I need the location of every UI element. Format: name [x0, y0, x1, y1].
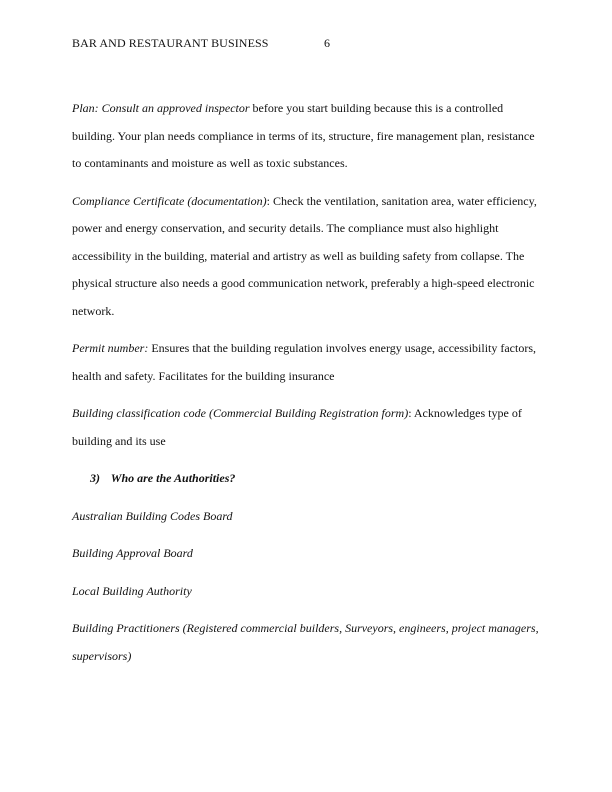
- permit-text: Ensures that the building regulation involves energy usage, accessibility factors, health and safety. Facilitates for the building insurance: [72, 341, 537, 383]
- classification-paragraph: [72, 400, 542, 455]
- compliance-lead: Compliance Certificate (documentation): [72, 193, 267, 208]
- permit-paragraph: [72, 335, 542, 390]
- classification-text: : Acknowledges type of building and its use: [72, 406, 522, 448]
- section-title: Who are the Authorities?: [110, 471, 236, 485]
- classification-lead: Building classification code (Commercial Building Registration form): [72, 406, 409, 420]
- section-number: 3): [90, 471, 100, 485]
- permit-lead: Permit number:: [72, 341, 149, 355]
- plan-text: before you start building because this is a controlled building. Your plan needs compliance in terms of its, structure, fire management plan, resistance to contaminants and moisture as well as toxic substances.: [72, 101, 535, 170]
- authority-item: Local Building Authority: [72, 583, 192, 598]
- running-header: BAR AND RESTAURANT BUSINESS: [72, 36, 269, 50]
- compliance-paragraph: [72, 188, 542, 326]
- page-number: 6: [324, 36, 330, 50]
- authority-item: Building Approval Board: [72, 546, 193, 560]
- authority-item: Australian Building Codes Board: [72, 508, 233, 523]
- document-body: [72, 95, 542, 680]
- section-heading: [72, 465, 542, 493]
- plan-paragraph: [72, 95, 542, 178]
- authority-item: Building Practitioners (Registered commercial builders, Surveyors, engineers, project managers, supervisors): [72, 621, 539, 663]
- plan-lead: Plan: Consult an approved inspector: [72, 101, 250, 115]
- compliance-text: : Check the ventilation, sanitation area, water efficiency, power and energy conservation, and security details. The compliance must also highlight accessibility in the building, material and artistry as well as building safety from collapse. The physical structure also needs a good communication network, preferably a high-speed electronic network.: [72, 193, 537, 318]
